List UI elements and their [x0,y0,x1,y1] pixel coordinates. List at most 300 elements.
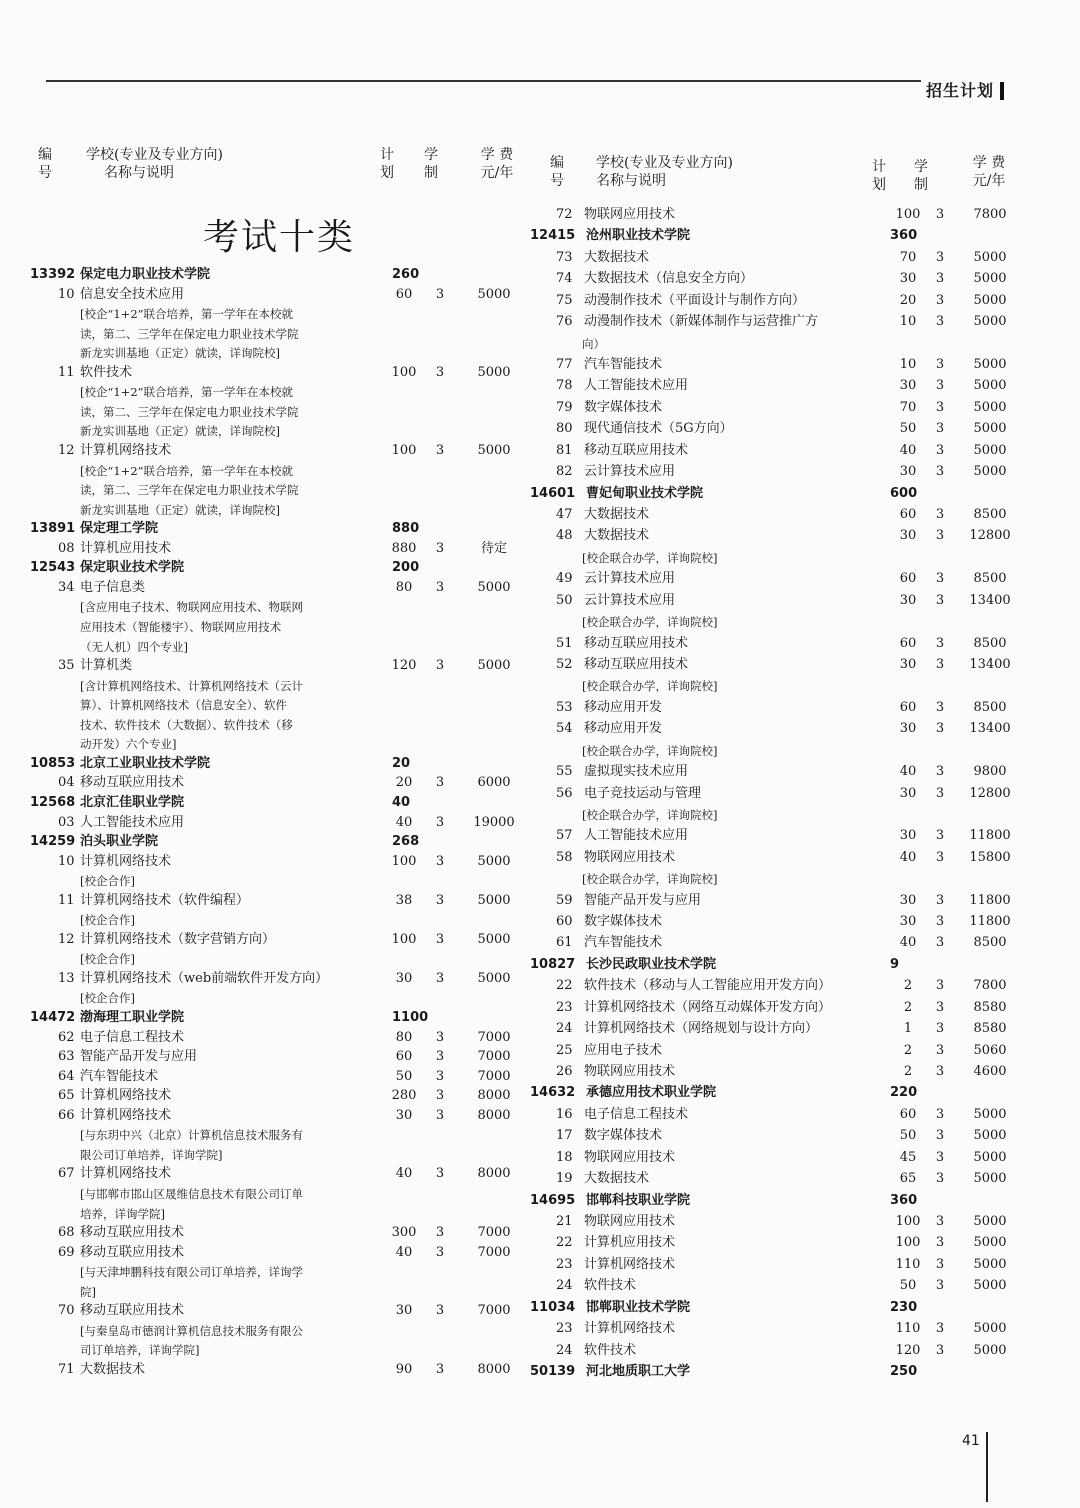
major-name: 大数据技术 [584,1171,650,1187]
major-length: 3 [435,579,445,595]
major-code: 75 [556,292,573,308]
major-fee: 8500 [973,935,1007,951]
major-plan: 100 [391,442,417,458]
note-text: [校企联合办学，详询院校] [582,743,718,758]
note-text: [校企合作] [80,952,135,967]
major-length: 3 [935,1256,945,1272]
major-fee: 7000 [477,1303,511,1319]
major-name: 移动互联应用技术 [80,1303,185,1319]
note-text: 向） [582,336,605,351]
major-length: 3 [435,1362,445,1377]
major-length: 3 [435,1029,445,1045]
major-length: 3 [935,978,945,994]
school-name: 北京汇佳职业学院 [80,794,185,810]
major-fee: 7800 [973,978,1007,994]
major-length: 3 [935,314,945,330]
major-fee: 8000 [477,1107,511,1123]
major-fee: 5000 [973,271,1007,287]
major-fee: 5000 [973,399,1007,415]
major-length: 3 [935,1064,945,1080]
major-length: 3 [935,592,945,608]
school-code: 12568 [30,794,76,810]
major-name: 计算机类 [80,658,133,674]
major-name: 软件技术 [80,364,133,380]
major-plan: 40 [395,1166,413,1182]
major-length: 3 [435,814,445,830]
header-length: 学制 [424,147,438,181]
major-plan: 60 [899,699,917,715]
major-code: 58 [556,849,573,865]
major-code: 21 [556,1214,573,1230]
major-fee: 5000 [973,378,1007,394]
major-fee: 13400 [969,656,1011,672]
major-code: 08 [58,540,75,556]
major-plan: 70 [899,249,917,265]
major-length: 3 [435,540,445,556]
major-fee: 5000 [973,1235,1007,1251]
note-text: [校企联合办学，详询院校] [582,807,718,822]
major-plan: 60 [395,286,413,302]
major-fee: 5000 [477,364,511,380]
major-length: 3 [435,286,445,302]
major-name: 云计算技术应用 [584,571,676,587]
major-code: 24 [556,1342,573,1358]
school-code: 11034 [530,1299,576,1315]
school-name: 北京工业职业技术学院 [80,755,211,771]
school-plan-total: 360 [890,1192,918,1208]
major-name: 电子竞技运动与管理 [584,785,702,801]
header-school: 学校(专业及专业方向) [596,155,733,171]
major-length: 3 [935,1214,945,1230]
major-plan: 60 [899,635,917,651]
school-plan-total: 200 [392,560,420,576]
major-name: 信息安全技术应用 [80,286,185,302]
school-plan-total: 268 [392,834,420,850]
major-plan: 50 [899,1128,917,1144]
major-fee: 8000 [477,1088,511,1104]
note-text: [校企“1+2”联合培养，第一学年在本校就 [80,463,294,478]
major-fee: 5000 [973,1171,1007,1187]
major-code: 61 [556,935,573,951]
major-fee: 5000 [973,421,1007,437]
major-name: 移动互联应用技术 [80,775,185,791]
major-code: 24 [556,1278,573,1294]
major-code: 23 [556,999,573,1015]
major-fee: 8500 [973,635,1007,651]
major-code: 73 [556,249,573,265]
major-name: 移动互联应用技术 [584,635,689,651]
header-bar [1000,82,1004,100]
major-code: 12 [58,931,75,947]
major-fee: 5000 [973,1214,1007,1230]
major-fee: 8580 [973,1021,1007,1037]
major-name: 大数据技术 [584,249,650,265]
major-fee: 7000 [477,1244,511,1260]
major-plan: 110 [895,1321,921,1337]
major-plan: 70 [899,399,917,415]
major-length: 3 [435,892,445,908]
school-plan-total: 40 [392,794,411,810]
note-text: 新龙实训基地（正定）就读，详询院校] [80,346,280,361]
major-length: 3 [435,775,445,791]
major-plan: 65 [899,1171,917,1187]
school-code: 13891 [30,521,76,537]
major-plan: 40 [899,935,917,951]
major-name: 计算机应用技术 [584,1235,676,1251]
major-fee: 5000 [477,658,511,674]
major-plan: 60 [899,506,917,522]
major-length: 3 [935,464,945,480]
note-text: 培养，详询学院] [80,1206,165,1221]
major-name: 人工智能技术应用 [584,378,689,394]
major-name: 计算机网络技术 [80,1107,172,1123]
major-name: 软件技术 [584,1278,637,1294]
header-fee-unit: 元/年 [480,165,514,181]
page-number-bar [986,1432,988,1502]
major-fee: 12800 [969,528,1011,544]
school-code: 14695 [530,1192,576,1208]
note-text: 技术、软件技术（大数据）、软件技术（移 [80,717,293,732]
major-fee: 5000 [477,286,511,302]
major-length: 3 [435,1244,445,1260]
header-number: 编号 [550,155,564,189]
major-name: 大数据技术 [80,1362,146,1377]
major-fee: 8500 [973,571,1007,587]
note-text: 新龙实训基地（正定）就读，详询院校] [80,502,280,517]
major-plan: 120 [391,658,417,674]
major-length: 3 [435,1225,445,1241]
major-name: 大数据技术 [584,528,650,544]
major-name: 移动应用开发 [584,699,663,715]
major-length: 3 [935,292,945,308]
major-length: 3 [935,1021,945,1037]
major-code: 78 [556,378,573,394]
major-length: 3 [935,442,945,458]
major-plan: 38 [395,892,413,908]
major-name: 计算机网络技术（数字营销方向） [80,931,276,947]
school-plan-total: 260 [392,267,420,282]
note-text: [校企“1+2”联合培养，第一学年在本校就 [80,385,294,400]
major-plan: 20 [899,292,917,308]
major-name: 移动互联应用技术 [584,442,689,458]
school-plan-total: 220 [890,1085,918,1101]
major-name: 电子信息类 [80,579,146,595]
major-length: 3 [935,249,945,265]
school-name: 泊头职业学院 [80,834,159,850]
major-fee: 5000 [973,1321,1007,1337]
category-title: 考试十类 [203,217,356,258]
major-code: 59 [556,892,573,908]
school-code: 14632 [530,1085,576,1101]
school-code: 10827 [530,956,576,972]
major-fee: 5000 [973,464,1007,480]
major-code: 79 [556,399,573,415]
major-code: 69 [58,1244,75,1260]
major-plan: 30 [899,271,917,287]
major-length: 3 [935,1042,945,1058]
major-name: 动漫制作技术（新媒体制作与运营推广方 [584,314,819,330]
school-plan-total: 9 [890,956,900,972]
major-fee: 5000 [973,292,1007,308]
major-length: 3 [935,1342,945,1358]
major-code: 68 [58,1225,75,1241]
major-name: 汽车智能技术 [584,356,663,372]
major-code: 52 [556,656,573,672]
school-name: 长沙民政职业技术学院 [586,956,717,972]
note-text: 司订单培养，详询学院] [80,1343,200,1358]
major-plan: 30 [899,721,917,737]
major-length: 3 [435,1088,445,1104]
header-school-sub: 名称与说明 [104,165,174,181]
major-plan: 2 [903,978,913,994]
major-plan: 880 [391,540,417,556]
major-plan: 100 [391,931,417,947]
major-name: 物联网应用技术 [584,1214,676,1230]
header-plan: 计划 [872,159,886,193]
major-code: 49 [556,571,573,587]
major-code: 50 [556,592,573,608]
note-text: [与东玥中兴（北京）计算机信息技术服务有 [80,1128,303,1143]
major-plan: 45 [899,1149,917,1165]
major-length: 3 [435,442,445,458]
header-fee: 学 费 [972,155,1006,171]
major-length: 3 [435,1107,445,1123]
school-plan-total: 250 [890,1364,918,1379]
major-name: 计算机网络技术 [584,1256,676,1272]
major-length: 3 [935,635,945,651]
major-fee: 12800 [969,785,1011,801]
major-plan: 90 [395,1362,413,1377]
major-plan: 2 [903,1064,913,1080]
major-name: 移动互联应用技术 [80,1225,185,1241]
major-length: 3 [935,699,945,715]
major-plan: 100 [391,364,417,380]
major-plan: 100 [895,207,921,222]
major-code: 26 [556,1064,573,1080]
note-text: [与秦皇岛市德润计算机信息技术服务有限公 [80,1323,303,1338]
major-length: 3 [935,1171,945,1187]
major-fee: 8500 [973,506,1007,522]
major-code: 19 [556,1171,573,1187]
major-plan: 80 [395,579,413,595]
major-fee: 7000 [477,1029,511,1045]
school-code: 14259 [30,834,76,850]
school-code: 14601 [530,485,576,501]
major-length: 3 [935,656,945,672]
major-fee: 11800 [969,828,1011,844]
major-length: 3 [935,1106,945,1122]
note-text: 读，第二、三学年在保定电力职业技术学院 [80,326,299,341]
major-code: 18 [556,1149,573,1165]
major-fee: 5000 [477,931,511,947]
major-code: 16 [556,1106,573,1122]
major-fee: 9800 [973,764,1007,780]
major-length: 3 [435,1068,445,1084]
major-length: 3 [935,1128,945,1144]
major-length: 3 [935,356,945,372]
major-plan: 100 [895,1214,921,1230]
major-code: 70 [58,1303,75,1319]
major-length: 3 [935,378,945,394]
major-fee: 8000 [477,1362,511,1377]
major-plan: 2 [903,1042,913,1058]
major-plan: 120 [895,1342,921,1358]
major-name: 物联网应用技术 [584,849,676,865]
major-length: 3 [935,1321,945,1337]
major-fee: 6000 [477,775,511,791]
major-code: 60 [556,914,573,930]
major-fee: 待定 [480,540,507,556]
major-code: 25 [556,1042,573,1058]
major-fee: 8000 [477,1166,511,1182]
major-fee: 19000 [473,814,515,830]
major-code: 04 [58,775,75,791]
note-text: [校企“1+2”联合培养，第一学年在本校就 [80,307,294,322]
major-code: 48 [556,528,573,544]
note-text: 动开发）六个专业] [80,737,177,752]
major-code: 74 [556,271,573,287]
major-length: 3 [935,785,945,801]
major-code: 64 [58,1068,75,1084]
major-name: 应用电子技术 [584,1042,663,1058]
school-code: 50139 [530,1364,576,1379]
major-code: 11 [58,364,75,380]
major-name: 计算机网络技术 [80,1088,172,1104]
school-code: 10853 [30,755,76,771]
major-name: 数字媒体技术 [584,1128,663,1144]
major-name: 汽车智能技术 [584,935,663,951]
major-fee: 5000 [973,249,1007,265]
major-length: 3 [935,571,945,587]
major-code: 11 [58,892,75,908]
school-plan-total: 600 [890,485,918,501]
major-plan: 40 [899,764,917,780]
major-code: 35 [58,658,75,674]
major-name: 云计算技术应用 [584,464,676,480]
major-length: 3 [935,1235,945,1251]
major-plan: 30 [899,914,917,930]
major-code: 10 [58,853,75,869]
major-length: 3 [935,828,945,844]
major-name: 人工智能技术应用 [80,814,185,830]
major-name: 物联网应用技术 [584,207,676,222]
major-plan: 30 [899,785,917,801]
school-plan-total: 360 [890,228,918,244]
major-code: 67 [58,1166,75,1182]
major-code: 63 [58,1049,75,1065]
header-rule [46,80,921,82]
major-fee: 5000 [973,1128,1007,1144]
major-length: 3 [935,721,945,737]
major-name: 计算机网络技术 [80,442,172,458]
major-fee: 5000 [973,356,1007,372]
major-name: 智能产品开发与应用 [584,892,702,908]
major-code: 76 [556,314,573,330]
note-text: 应用技术（智能楼宇）、物联网应用技术 [80,619,282,634]
school-name: 保定电力职业技术学院 [80,267,211,282]
major-code: 55 [556,764,573,780]
major-plan: 1 [903,1021,913,1037]
major-code: 34 [58,579,75,595]
school-plan-total: 1100 [392,1010,429,1026]
major-code: 56 [556,785,573,801]
school-code: 14472 [30,1010,76,1026]
major-code: 54 [556,721,573,737]
major-plan: 110 [895,1256,921,1272]
major-name: 大数据技术（信息安全方向） [584,271,754,287]
major-plan: 280 [391,1088,417,1104]
note-text: [校企合作] [80,991,135,1006]
major-name: 大数据技术 [584,506,650,522]
major-name: 移动互联应用技术 [584,656,689,672]
major-length: 3 [935,528,945,544]
note-text: （无人机）四个专业] [80,639,188,654]
major-length: 3 [935,506,945,522]
note-text: [校企联合办学，详询院校] [582,615,718,630]
major-code: 03 [58,814,75,830]
major-plan: 100 [391,853,417,869]
major-plan: 30 [899,378,917,394]
section-title: 招生计划 [926,81,995,100]
major-plan: 40 [395,1244,413,1260]
major-fee: 13400 [969,721,1011,737]
major-code: 71 [58,1362,75,1377]
major-fee: 13400 [969,592,1011,608]
major-name: 虚拟现实技术应用 [584,764,689,780]
major-length: 3 [935,1278,945,1294]
major-name: 电子信息工程技术 [584,1106,689,1122]
school-plan-total: 20 [392,755,411,771]
major-length: 3 [435,931,445,947]
note-text: [校企合作] [80,913,135,928]
major-code: 57 [556,828,573,844]
major-code: 82 [556,464,573,480]
major-plan: 40 [899,849,917,865]
major-length: 3 [435,970,445,986]
major-plan: 80 [395,1029,413,1045]
major-name: 计算机应用技术 [80,540,172,556]
major-name: 计算机网络技术 [80,853,172,869]
note-text: 新龙实训基地（正定）就读，详询院校] [80,424,280,439]
major-fee: 5000 [477,970,511,986]
school-code: 12415 [530,228,576,244]
note-text: 读，第二、三学年在保定电力职业技术学院 [80,483,299,498]
major-fee: 8500 [973,699,1007,715]
header-plan: 计划 [380,147,394,181]
major-plan: 2 [903,999,913,1015]
major-code: 53 [556,699,573,715]
major-code: 80 [556,421,573,437]
major-plan: 100 [895,1235,921,1251]
major-plan: 10 [899,314,917,330]
major-plan: 30 [899,828,917,844]
header-school: 学校(专业及专业方向) [86,147,223,163]
major-length: 3 [435,1303,445,1319]
major-fee: 5000 [477,579,511,595]
school-name: 承德应用技术职业学院 [586,1085,717,1101]
major-code: 81 [556,442,573,458]
major-code: 22 [556,1235,573,1251]
school-name: 河北地质职工大学 [586,1364,691,1379]
major-length: 3 [935,1149,945,1165]
major-fee: 5000 [477,853,511,869]
major-fee: 7800 [973,207,1007,222]
major-code: 66 [58,1107,75,1123]
major-plan: 60 [899,571,917,587]
major-code: 23 [556,1256,573,1272]
major-plan: 60 [395,1049,413,1065]
major-name: 计算机网络技术 [80,1166,172,1182]
